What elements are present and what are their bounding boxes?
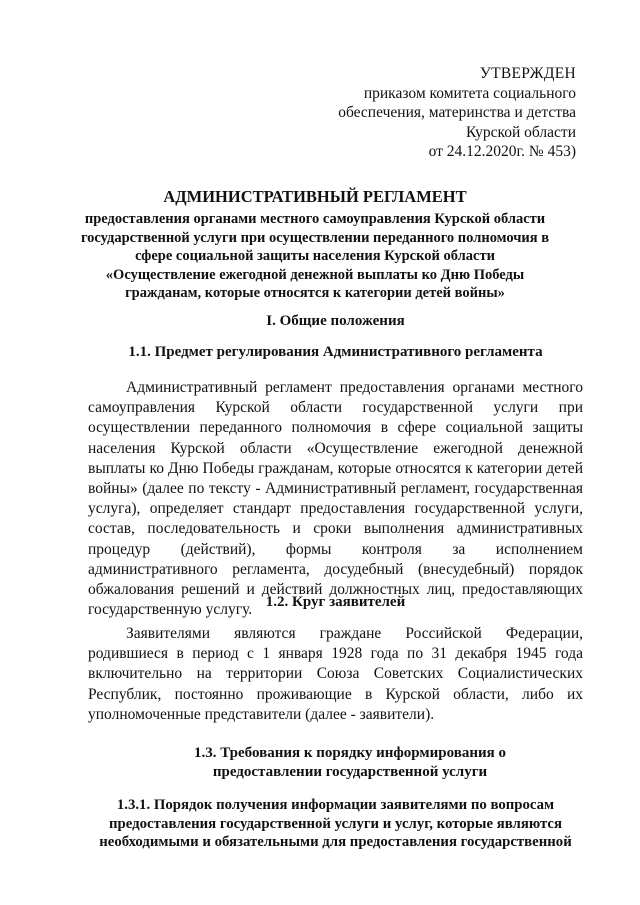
approval-stamp: [316, 64, 576, 162]
section-1-2-heading: 1.2. Круг заявителей: [265, 594, 406, 610]
approval-line-4: от 24.12.2020г. № 453): [428, 143, 576, 160]
section-1-1-paragraph: Административный регламент предоставления органами местного самоуправления Курской области государственной услуги при осуществлении переданного полномочия в сфере социальной защиты населения Курской области «Осуществление ежегодной денежной выплаты ко Дню Победы гражданам, которые относятся к категории детей войны» (далее по тексту - Административный регламент, государственная услуга), определяет стандарт предоставления государственной услуги, состав, последовательность и сроки выполнения административных процедур (действий), формы контроля за исполнением административного регламента, досудебный (внесудебный) порядок обжалования решений и действий должностных лиц, предоставляющих государственную услугу.: [88, 379, 583, 619]
document-title-block: [80, 186, 550, 303]
approval-line-2: обеспечения, материнства и детства: [338, 104, 576, 121]
section-1-3-1-heading: 1.3.1. Порядок получения информации заявителями по вопросам предоставления государственной услуги и услуг, которые являются необходимыми и обязательными для предоставления государственной: [99, 797, 572, 850]
document-title: АДМИНИСТРАТИВНЫЙ РЕГЛАМЕНТ: [163, 187, 467, 206]
section-1-1-heading: 1.1. Предмет регулирования Административного регламента: [128, 344, 543, 360]
document-subtitle: предоставления органами местного самоуправления Курской области государственной услуги при осуществлении переданного полномочия в сфере социальной защиты населения Курской области «Осуществление ежегодной денежной выплаты ко Дню Победы гражданам, которые относятся к категории детей войны»: [80, 211, 550, 301]
section-1-3-heading: 1.3. Требования к порядку информирования о предоставлении государственной услуги: [194, 745, 506, 780]
approval-line-1: приказом комитета социального: [363, 84, 576, 102]
section-1-2-paragraph: Заявителями являются граждане Российской Федерации, родившиеся в период с 1 января 1928 года по 31 декабря 1945 года включительно на территории Союза Советских Социалистических Республик, постоянно проживающие в Курской области, либо их уполномоченные представители (далее - заявители).: [88, 625, 583, 723]
approval-line-3: Курской области: [465, 123, 576, 141]
section-1-heading: I. Общие положения: [266, 313, 405, 329]
approval-title: УТВЕРЖДЕН: [479, 65, 576, 82]
